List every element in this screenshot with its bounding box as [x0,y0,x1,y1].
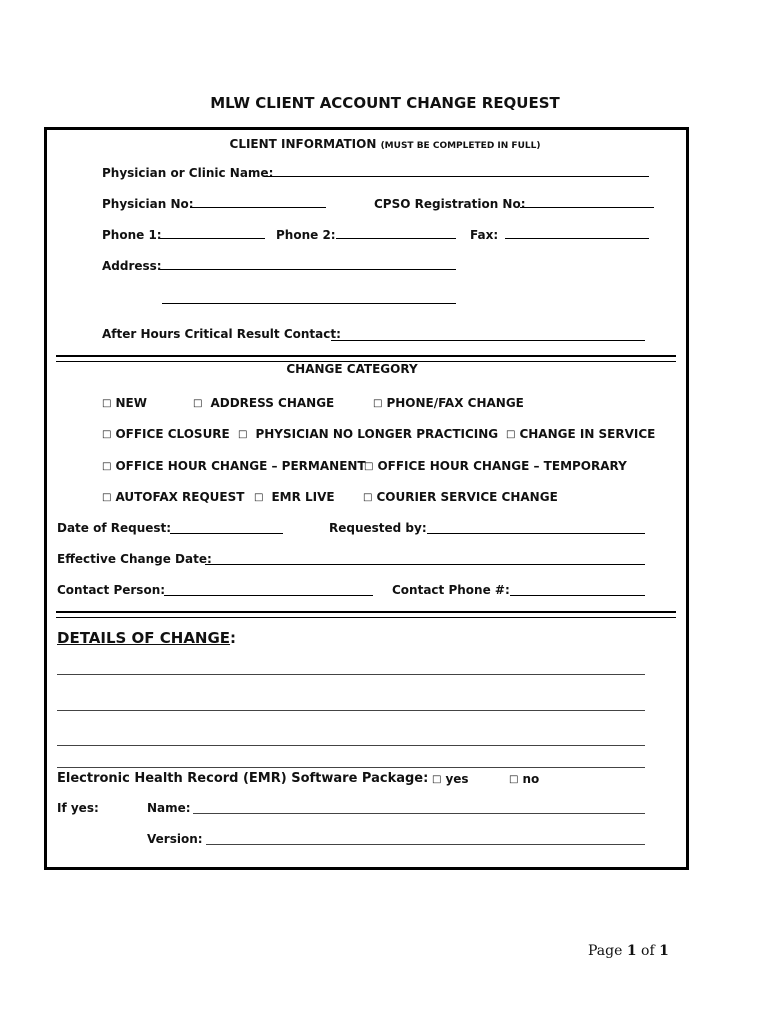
address-field-line2[interactable] [162,303,456,304]
effective-date-field[interactable] [205,564,645,565]
phone1-label: Phone 1: [102,228,162,242]
details-heading-text: DETAILS OF CHANGE [57,629,231,647]
option-physician-no-longer-label: PHYSICIAN NO LONGER PRACTICING [255,427,499,441]
emr-name-field[interactable] [193,813,645,814]
effective-date-label: Effective Change Date: [57,552,212,566]
option-new[interactable] [102,396,147,410]
checkbox-icon[interactable]: □ [506,429,516,440]
emr-version-field[interactable] [206,844,645,845]
date-of-request-field[interactable] [170,533,283,534]
address-label: Address: [102,259,162,273]
client-info-note: (MUST BE COMPLETED IN FULL) [380,141,541,151]
option-address-change-label: ADDRESS CHANGE [210,396,335,410]
checkbox-icon[interactable]: □ [102,492,112,503]
option-office-closure[interactable] [102,427,230,441]
physician-no-field[interactable] [190,207,326,208]
checkbox-icon[interactable]: □ [102,398,112,409]
option-office-hour-temporary-label: OFFICE HOUR CHANGE – TEMPORARY [377,459,627,473]
cpso-field[interactable] [520,207,654,208]
phone2-field[interactable] [336,238,456,239]
emr-question: Electronic Health Record (EMR) Software Package: [57,771,429,786]
emr-yes-option[interactable] [432,772,469,786]
emr-name-label: Name: [147,801,191,815]
option-phone-fax-change-label: PHONE/FAX CHANGE [386,396,524,410]
option-change-in-service-label: CHANGE IN SERVICE [519,427,656,441]
physician-clinic-label: Physician or Clinic Name: [102,166,274,180]
physician-clinic-field[interactable] [264,176,649,177]
cpso-label: CPSO Registration No: [374,197,526,211]
client-info-heading-text: CLIENT INFORMATION [229,137,377,151]
page-total: 1 [659,943,669,959]
option-autofax[interactable] [102,490,244,504]
details-heading-colon: : [230,629,237,647]
date-of-request-label: Date of Request: [57,521,172,535]
after-hours-label: After Hours Critical Result Contact: [102,327,341,341]
option-office-hour-permanent-label: OFFICE HOUR CHANGE – PERMANENT [115,459,366,473]
details-line-2[interactable] [57,710,645,711]
form-title: MLW CLIENT ACCOUNT CHANGE REQUEST [210,94,560,112]
details-line-1[interactable] [57,674,645,675]
fax-label: Fax: [470,228,499,242]
checkbox-icon[interactable]: □ [363,492,373,503]
contact-person-field[interactable] [164,595,373,596]
after-hours-field[interactable] [331,340,645,341]
emr-no-label: no [522,772,540,786]
option-autofax-label: AUTOFAX REQUEST [115,490,245,504]
section-divider-bottom [56,611,676,618]
client-info-heading [0,137,770,151]
physician-no-label: Physician No: [102,197,194,211]
checkbox-icon[interactable]: □ [238,429,248,440]
page-number [588,943,669,959]
checkbox-icon[interactable]: □ [102,461,112,472]
option-office-closure-label: OFFICE CLOSURE [115,427,230,441]
checkbox-icon[interactable]: □ [373,398,383,409]
option-emr-live[interactable] [254,490,335,504]
option-courier[interactable] [363,490,558,504]
emr-no-option[interactable] [509,772,539,786]
checkbox-icon[interactable]: □ [364,461,374,472]
phone1-field[interactable] [160,238,265,239]
contact-phone-label: Contact Phone #: [392,583,510,597]
option-office-hour-temporary[interactable] [364,459,627,473]
section-divider-top [56,355,676,362]
requested-by-field[interactable] [427,533,645,534]
checkbox-icon[interactable]: □ [432,774,442,785]
option-physician-no-longer[interactable] [238,427,498,441]
page-word: Page [588,943,623,959]
option-new-label: NEW [115,396,147,410]
option-change-in-service[interactable] [506,427,655,441]
details-heading [57,628,236,647]
option-phone-fax-change[interactable] [373,396,524,410]
option-address-change[interactable] [193,396,334,410]
address-field-line1[interactable] [160,269,456,270]
emr-yes-label: yes [445,772,469,786]
checkbox-icon[interactable]: □ [509,774,519,785]
option-courier-label: COURIER SERVICE CHANGE [376,490,558,504]
fax-field[interactable] [505,238,649,239]
checkbox-icon[interactable]: □ [102,429,112,440]
option-office-hour-permanent[interactable] [102,459,366,473]
option-emr-live-label: EMR LIVE [271,490,335,504]
page-of-word: of [641,943,655,959]
checkbox-icon[interactable]: □ [193,398,203,409]
requested-by-label: Requested by: [329,521,427,535]
details-line-4[interactable] [57,767,645,768]
checkbox-icon[interactable]: □ [254,492,264,503]
contact-person-label: Contact Person: [57,583,166,597]
page-current: 1 [626,943,637,959]
contact-phone-field[interactable] [510,595,645,596]
details-line-3[interactable] [57,745,645,746]
change-category-heading: CHANGE CATEGORY [286,362,418,376]
emr-version-label: Version: [147,832,203,846]
phone2-label: Phone 2: [276,228,336,242]
if-yes-label: If yes: [57,801,99,815]
